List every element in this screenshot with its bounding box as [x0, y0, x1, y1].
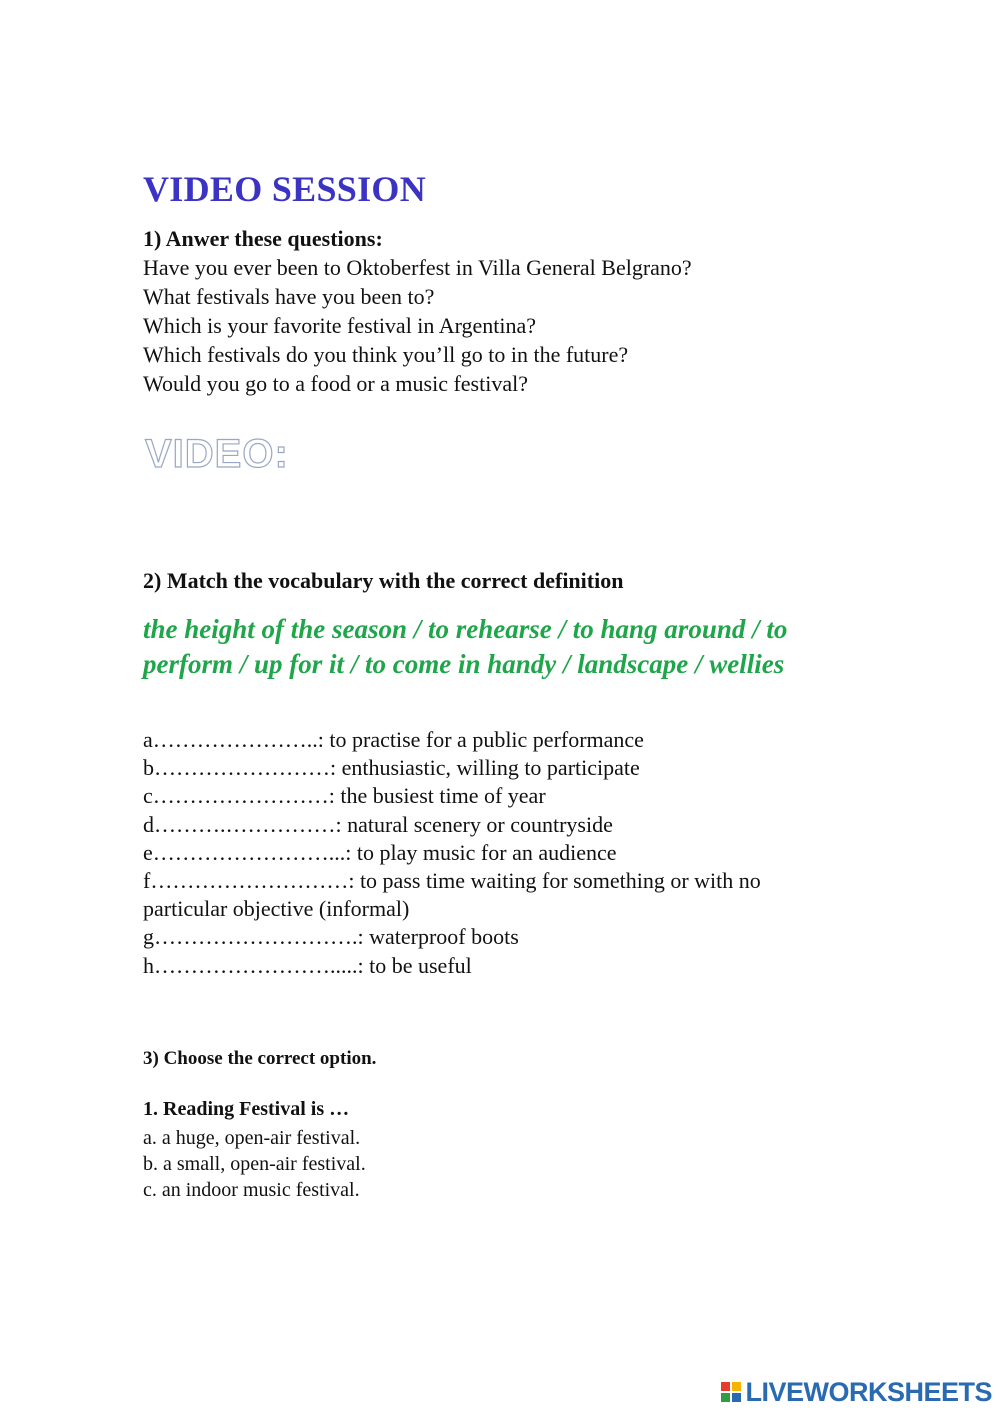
- question-item: Have you ever been to Oktoberfest in Villa General Belgrano?: [143, 255, 692, 280]
- matching-list: [143, 726, 843, 980]
- multiple-choice-question: 1. Reading Festival is …: [143, 1098, 350, 1120]
- logo-text: LIVEWORKSHEETS: [745, 1376, 992, 1407]
- section3-heading: 3) Choose the correct option.: [143, 1048, 377, 1069]
- matching-item: f………………………: to pass time waiting for something or with no particular objective (informal): [143, 868, 761, 922]
- section1-heading: 1) Anwer these questions:: [143, 226, 383, 251]
- logo-square: [721, 1382, 730, 1391]
- section2-heading: 2) Match the vocabulary with the correct definition: [143, 568, 624, 593]
- question-item: Would you go to a food or a music festival?: [143, 371, 528, 396]
- question-item: What festivals have you been to?: [143, 284, 435, 309]
- option-item: c. an indoor music festival.: [143, 1179, 360, 1201]
- matching-item: d……….……………: natural scenery or countryside: [143, 811, 613, 837]
- video-label: VIDEO:: [145, 432, 289, 476]
- matching-item: h…………………….....: to be useful: [143, 952, 472, 978]
- question-item: Which festivals do you think you’ll go to in the future?: [143, 342, 629, 367]
- matching-item: b……………………: enthusiastic, willing to participate: [143, 755, 640, 781]
- question-list: [143, 253, 692, 398]
- page-title: VIDEO SESSION: [143, 169, 427, 209]
- matching-item: c……………………: the busiest time of year: [143, 783, 546, 809]
- logo-square: [732, 1393, 741, 1402]
- matching-item: e……………………...: to play music for an audience: [143, 839, 617, 865]
- vocabulary-word-bank: the height of the season / to rehearse / to hang around / to perform / up for it / to come in handy / landscape / wellies: [143, 614, 788, 679]
- liveworksheets-logo: [721, 1375, 992, 1409]
- option-item: a. a huge, open-air festival.: [143, 1127, 361, 1149]
- option-item: b. a small, open-air festival.: [143, 1153, 366, 1175]
- question-item: Which is your favorite festival in Argentina?: [143, 313, 537, 338]
- liveworksheets-logo-icon: [721, 1382, 741, 1402]
- logo-square: [721, 1393, 730, 1402]
- matching-item: a…………………..: to practise for a public performance: [143, 727, 644, 752]
- option-list: [143, 1125, 366, 1203]
- matching-item: g……………………….: waterproof boots: [143, 924, 519, 950]
- logo-square: [732, 1382, 741, 1391]
